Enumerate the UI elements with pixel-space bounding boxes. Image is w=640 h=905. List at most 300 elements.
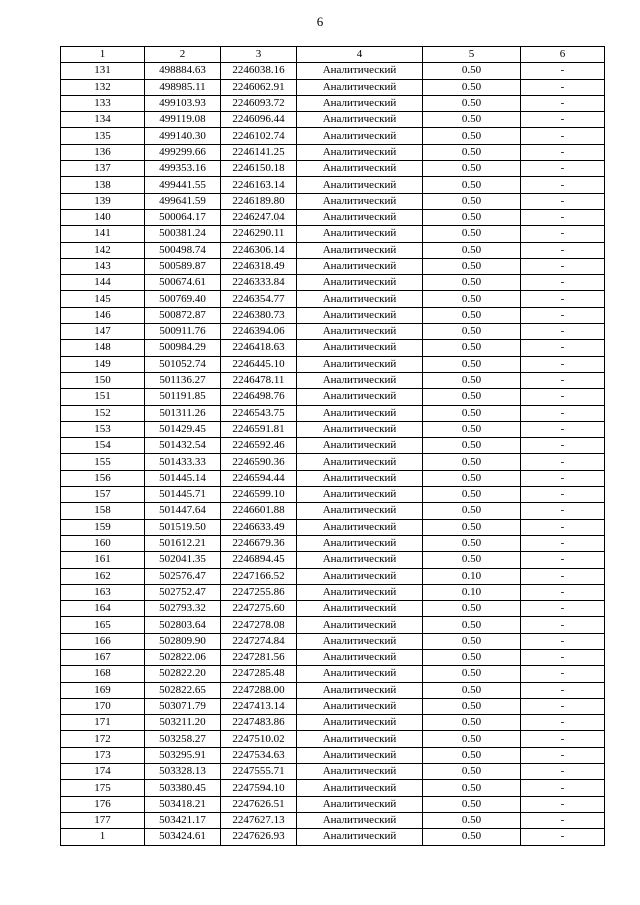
note-cell: - xyxy=(521,258,605,274)
y-coordinate-cell: 2246594.44 xyxy=(221,470,297,486)
accuracy-cell: 0.10 xyxy=(423,568,521,584)
note-cell: - xyxy=(521,796,605,812)
accuracy-cell: 0.50 xyxy=(423,633,521,649)
table-row xyxy=(61,487,605,503)
y-coordinate-cell: 2246038.16 xyxy=(221,63,297,79)
method-cell: Аналитический xyxy=(297,112,423,128)
table-row xyxy=(61,764,605,780)
method-cell: Аналитический xyxy=(297,552,423,568)
method-cell: Аналитический xyxy=(297,780,423,796)
note-cell: - xyxy=(521,812,605,828)
table-row xyxy=(61,470,605,486)
point-number-cell: 135 xyxy=(61,128,145,144)
method-cell: Аналитический xyxy=(297,307,423,323)
accuracy-cell: 0.50 xyxy=(423,63,521,79)
table-row xyxy=(61,698,605,714)
point-number-cell: 162 xyxy=(61,568,145,584)
note-cell: - xyxy=(521,193,605,209)
note-cell: - xyxy=(521,633,605,649)
x-coordinate-cell: 500589.87 xyxy=(145,258,221,274)
y-coordinate-cell: 2247278.08 xyxy=(221,617,297,633)
method-cell: Аналитический xyxy=(297,242,423,258)
note-cell: - xyxy=(521,503,605,519)
table-row xyxy=(61,340,605,356)
note-cell: - xyxy=(521,324,605,340)
point-number-cell: 157 xyxy=(61,487,145,503)
note-cell: - xyxy=(521,552,605,568)
method-cell: Аналитический xyxy=(297,177,423,193)
point-number-cell: 172 xyxy=(61,731,145,747)
x-coordinate-cell: 500769.40 xyxy=(145,291,221,307)
accuracy-cell: 0.50 xyxy=(423,780,521,796)
table-row xyxy=(61,617,605,633)
method-cell: Аналитический xyxy=(297,128,423,144)
method-cell: Аналитический xyxy=(297,275,423,291)
point-number-cell: 141 xyxy=(61,226,145,242)
table-row xyxy=(61,372,605,388)
table-row xyxy=(61,128,605,144)
accuracy-cell: 0.50 xyxy=(423,649,521,665)
point-number-cell: 156 xyxy=(61,470,145,486)
table-row xyxy=(61,649,605,665)
y-coordinate-cell: 2246394.06 xyxy=(221,324,297,340)
accuracy-cell: 0.50 xyxy=(423,128,521,144)
x-coordinate-cell: 503328.13 xyxy=(145,764,221,780)
point-number-cell: 134 xyxy=(61,112,145,128)
x-coordinate-cell: 501052.74 xyxy=(145,356,221,372)
x-coordinate-cell: 500984.29 xyxy=(145,340,221,356)
table-row xyxy=(61,812,605,828)
column-header: 2 xyxy=(145,47,221,63)
y-coordinate-cell: 2246599.10 xyxy=(221,487,297,503)
table-row xyxy=(61,356,605,372)
column-header: 5 xyxy=(423,47,521,63)
note-cell: - xyxy=(521,829,605,845)
coordinates-table xyxy=(60,46,605,846)
x-coordinate-cell: 499299.66 xyxy=(145,144,221,160)
note-cell: - xyxy=(521,666,605,682)
column-header: 4 xyxy=(297,47,423,63)
note-cell: - xyxy=(521,405,605,421)
point-number-cell: 161 xyxy=(61,552,145,568)
point-number-cell: 131 xyxy=(61,63,145,79)
x-coordinate-cell: 501445.14 xyxy=(145,470,221,486)
table-row xyxy=(61,780,605,796)
method-cell: Аналитический xyxy=(297,715,423,731)
note-cell: - xyxy=(521,780,605,796)
point-number-cell: 155 xyxy=(61,454,145,470)
y-coordinate-cell: 2246592.46 xyxy=(221,438,297,454)
note-cell: - xyxy=(521,682,605,698)
method-cell: Аналитический xyxy=(297,470,423,486)
y-coordinate-cell: 2247594.10 xyxy=(221,780,297,796)
x-coordinate-cell: 499641.59 xyxy=(145,193,221,209)
table-row xyxy=(61,568,605,584)
point-number-cell: 133 xyxy=(61,95,145,111)
accuracy-cell: 0.50 xyxy=(423,226,521,242)
table-row xyxy=(61,682,605,698)
point-number-cell: 175 xyxy=(61,780,145,796)
x-coordinate-cell: 500872.87 xyxy=(145,307,221,323)
x-coordinate-cell: 501612.21 xyxy=(145,535,221,551)
y-coordinate-cell: 2246591.81 xyxy=(221,421,297,437)
y-coordinate-cell: 2246290.11 xyxy=(221,226,297,242)
method-cell: Аналитический xyxy=(297,568,423,584)
x-coordinate-cell: 501519.50 xyxy=(145,519,221,535)
method-cell: Аналитический xyxy=(297,421,423,437)
x-coordinate-cell: 500911.76 xyxy=(145,324,221,340)
x-coordinate-cell: 502822.65 xyxy=(145,682,221,698)
table-row xyxy=(61,161,605,177)
note-cell: - xyxy=(521,568,605,584)
page-number: 6 xyxy=(316,14,324,29)
note-cell: - xyxy=(521,144,605,160)
y-coordinate-cell: 2246478.11 xyxy=(221,372,297,388)
x-coordinate-cell: 502793.32 xyxy=(145,601,221,617)
x-coordinate-cell: 503295.91 xyxy=(145,747,221,763)
y-coordinate-cell: 2246093.72 xyxy=(221,95,297,111)
x-coordinate-cell: 502803.64 xyxy=(145,617,221,633)
table-row xyxy=(61,95,605,111)
note-cell: - xyxy=(521,112,605,128)
y-coordinate-cell: 2247555.71 xyxy=(221,764,297,780)
y-coordinate-cell: 2246318.49 xyxy=(221,258,297,274)
table-row xyxy=(61,796,605,812)
y-coordinate-cell: 2246333.84 xyxy=(221,275,297,291)
x-coordinate-cell: 503211.20 xyxy=(145,715,221,731)
accuracy-cell: 0.50 xyxy=(423,503,521,519)
table-row xyxy=(61,552,605,568)
accuracy-cell: 0.50 xyxy=(423,177,521,193)
accuracy-cell: 0.50 xyxy=(423,209,521,225)
table-row xyxy=(61,601,605,617)
point-number-cell: 142 xyxy=(61,242,145,258)
y-coordinate-cell: 2246141.25 xyxy=(221,144,297,160)
x-coordinate-cell: 501429.45 xyxy=(145,421,221,437)
method-cell: Аналитический xyxy=(297,389,423,405)
accuracy-cell: 0.50 xyxy=(423,812,521,828)
method-cell: Аналитический xyxy=(297,226,423,242)
point-number-cell: 148 xyxy=(61,340,145,356)
y-coordinate-cell: 2247275.60 xyxy=(221,601,297,617)
accuracy-cell: 0.50 xyxy=(423,291,521,307)
x-coordinate-cell: 498884.63 xyxy=(145,63,221,79)
point-number-cell: 137 xyxy=(61,161,145,177)
x-coordinate-cell: 503380.45 xyxy=(145,780,221,796)
method-cell: Аналитический xyxy=(297,633,423,649)
y-coordinate-cell: 2247483.86 xyxy=(221,715,297,731)
y-coordinate-cell: 2246306.14 xyxy=(221,242,297,258)
method-cell: Аналитический xyxy=(297,601,423,617)
point-number-cell: 145 xyxy=(61,291,145,307)
method-cell: Аналитический xyxy=(297,812,423,828)
note-cell: - xyxy=(521,584,605,600)
table-body xyxy=(61,63,605,845)
accuracy-cell: 0.50 xyxy=(423,389,521,405)
y-coordinate-cell: 2246247.04 xyxy=(221,209,297,225)
table-row xyxy=(61,584,605,600)
table-row xyxy=(61,454,605,470)
y-coordinate-cell: 2247626.93 xyxy=(221,829,297,845)
column-header: 6 xyxy=(521,47,605,63)
accuracy-cell: 0.50 xyxy=(423,405,521,421)
method-cell: Аналитический xyxy=(297,95,423,111)
point-number-cell: 170 xyxy=(61,698,145,714)
accuracy-cell: 0.50 xyxy=(423,552,521,568)
accuracy-cell: 0.50 xyxy=(423,535,521,551)
table-row xyxy=(61,226,605,242)
point-number-cell: 140 xyxy=(61,209,145,225)
point-number-cell: 167 xyxy=(61,649,145,665)
table-row xyxy=(61,177,605,193)
note-cell: - xyxy=(521,95,605,111)
note-cell: - xyxy=(521,764,605,780)
method-cell: Аналитический xyxy=(297,584,423,600)
x-coordinate-cell: 501433.33 xyxy=(145,454,221,470)
y-coordinate-cell: 2247413.14 xyxy=(221,698,297,714)
table-row xyxy=(61,535,605,551)
method-cell: Аналитический xyxy=(297,731,423,747)
point-number-cell: 176 xyxy=(61,796,145,812)
table-row xyxy=(61,747,605,763)
table-row xyxy=(61,79,605,95)
method-cell: Аналитический xyxy=(297,258,423,274)
accuracy-cell: 0.50 xyxy=(423,601,521,617)
accuracy-cell: 0.50 xyxy=(423,356,521,372)
y-coordinate-cell: 2246096.44 xyxy=(221,112,297,128)
point-number-cell: 144 xyxy=(61,275,145,291)
x-coordinate-cell: 503424.61 xyxy=(145,829,221,845)
note-cell: - xyxy=(521,63,605,79)
y-coordinate-cell: 2247166.52 xyxy=(221,568,297,584)
x-coordinate-cell: 502752.47 xyxy=(145,584,221,600)
method-cell: Аналитический xyxy=(297,698,423,714)
y-coordinate-cell: 2246354.77 xyxy=(221,291,297,307)
note-cell: - xyxy=(521,601,605,617)
accuracy-cell: 0.50 xyxy=(423,95,521,111)
table-row xyxy=(61,421,605,437)
y-coordinate-cell: 2247288.00 xyxy=(221,682,297,698)
accuracy-cell: 0.50 xyxy=(423,519,521,535)
accuracy-cell: 0.50 xyxy=(423,372,521,388)
accuracy-cell: 0.50 xyxy=(423,715,521,731)
accuracy-cell: 0.50 xyxy=(423,829,521,845)
note-cell: - xyxy=(521,715,605,731)
y-coordinate-cell: 2246163.14 xyxy=(221,177,297,193)
method-cell: Аналитический xyxy=(297,144,423,160)
point-number-cell: 138 xyxy=(61,177,145,193)
y-coordinate-cell: 2246590.36 xyxy=(221,454,297,470)
x-coordinate-cell: 501191.85 xyxy=(145,389,221,405)
y-coordinate-cell: 2246189.80 xyxy=(221,193,297,209)
point-number-cell: 158 xyxy=(61,503,145,519)
method-cell: Аналитический xyxy=(297,503,423,519)
x-coordinate-cell: 503418.21 xyxy=(145,796,221,812)
table-row xyxy=(61,405,605,421)
note-cell: - xyxy=(521,389,605,405)
accuracy-cell: 0.50 xyxy=(423,731,521,747)
accuracy-cell: 0.50 xyxy=(423,796,521,812)
method-cell: Аналитический xyxy=(297,291,423,307)
accuracy-cell: 0.50 xyxy=(423,79,521,95)
method-cell: Аналитический xyxy=(297,405,423,421)
point-number-cell: 166 xyxy=(61,633,145,649)
accuracy-cell: 0.50 xyxy=(423,258,521,274)
accuracy-cell: 0.50 xyxy=(423,340,521,356)
y-coordinate-cell: 2247626.51 xyxy=(221,796,297,812)
point-number-cell: 159 xyxy=(61,519,145,535)
accuracy-cell: 0.10 xyxy=(423,584,521,600)
x-coordinate-cell: 502822.06 xyxy=(145,649,221,665)
note-cell: - xyxy=(521,698,605,714)
table-row xyxy=(61,258,605,274)
method-cell: Аналитический xyxy=(297,747,423,763)
method-cell: Аналитический xyxy=(297,79,423,95)
point-number-cell: 151 xyxy=(61,389,145,405)
table-row xyxy=(61,503,605,519)
y-coordinate-cell: 2247285.48 xyxy=(221,666,297,682)
note-cell: - xyxy=(521,356,605,372)
point-number-cell: 143 xyxy=(61,258,145,274)
accuracy-cell: 0.50 xyxy=(423,275,521,291)
table-row xyxy=(61,633,605,649)
y-coordinate-cell: 2246601.88 xyxy=(221,503,297,519)
note-cell: - xyxy=(521,487,605,503)
point-number-cell: 168 xyxy=(61,666,145,682)
x-coordinate-cell: 501432.54 xyxy=(145,438,221,454)
note-cell: - xyxy=(521,731,605,747)
accuracy-cell: 0.50 xyxy=(423,666,521,682)
point-number-cell: 171 xyxy=(61,715,145,731)
point-number-cell: 165 xyxy=(61,617,145,633)
y-coordinate-cell: 2246633.49 xyxy=(221,519,297,535)
method-cell: Аналитический xyxy=(297,829,423,845)
table-row xyxy=(61,144,605,160)
note-cell: - xyxy=(521,242,605,258)
x-coordinate-cell: 499353.16 xyxy=(145,161,221,177)
accuracy-cell: 0.50 xyxy=(423,617,521,633)
table-row xyxy=(61,389,605,405)
table-row xyxy=(61,666,605,682)
y-coordinate-cell: 2246150.18 xyxy=(221,161,297,177)
table-row xyxy=(61,715,605,731)
table-row xyxy=(61,112,605,128)
y-coordinate-cell: 2246062.91 xyxy=(221,79,297,95)
column-header: 1 xyxy=(61,47,145,63)
accuracy-cell: 0.50 xyxy=(423,193,521,209)
x-coordinate-cell: 501311.26 xyxy=(145,405,221,421)
note-cell: - xyxy=(521,209,605,225)
point-number-cell: 174 xyxy=(61,764,145,780)
y-coordinate-cell: 2246418.63 xyxy=(221,340,297,356)
x-coordinate-cell: 502576.47 xyxy=(145,568,221,584)
point-number-cell: 1 xyxy=(61,829,145,845)
method-cell: Аналитический xyxy=(297,372,423,388)
x-coordinate-cell: 503258.27 xyxy=(145,731,221,747)
point-number-cell: 163 xyxy=(61,584,145,600)
method-cell: Аналитический xyxy=(297,764,423,780)
accuracy-cell: 0.50 xyxy=(423,324,521,340)
table-row xyxy=(61,275,605,291)
method-cell: Аналитический xyxy=(297,193,423,209)
note-cell: - xyxy=(521,161,605,177)
accuracy-cell: 0.50 xyxy=(423,454,521,470)
y-coordinate-cell: 2246894.45 xyxy=(221,552,297,568)
column-header: 3 xyxy=(221,47,297,63)
x-coordinate-cell: 502041.35 xyxy=(145,552,221,568)
y-coordinate-cell: 2246543.75 xyxy=(221,405,297,421)
y-coordinate-cell: 2247627.13 xyxy=(221,812,297,828)
x-coordinate-cell: 500498.74 xyxy=(145,242,221,258)
y-coordinate-cell: 2247534.63 xyxy=(221,747,297,763)
note-cell: - xyxy=(521,421,605,437)
method-cell: Аналитический xyxy=(297,161,423,177)
note-cell: - xyxy=(521,291,605,307)
x-coordinate-cell: 499140.30 xyxy=(145,128,221,144)
note-cell: - xyxy=(521,519,605,535)
table-row xyxy=(61,209,605,225)
table-header xyxy=(61,47,605,63)
method-cell: Аналитический xyxy=(297,796,423,812)
table-row xyxy=(61,519,605,535)
method-cell: Аналитический xyxy=(297,340,423,356)
point-number-cell: 146 xyxy=(61,307,145,323)
accuracy-cell: 0.50 xyxy=(423,161,521,177)
note-cell: - xyxy=(521,617,605,633)
method-cell: Аналитический xyxy=(297,438,423,454)
point-number-cell: 139 xyxy=(61,193,145,209)
note-cell: - xyxy=(521,128,605,144)
note-cell: - xyxy=(521,747,605,763)
method-cell: Аналитический xyxy=(297,666,423,682)
note-cell: - xyxy=(521,438,605,454)
table-row xyxy=(61,324,605,340)
note-cell: - xyxy=(521,226,605,242)
method-cell: Аналитический xyxy=(297,617,423,633)
y-coordinate-cell: 2247274.84 xyxy=(221,633,297,649)
note-cell: - xyxy=(521,307,605,323)
y-coordinate-cell: 2247510.02 xyxy=(221,731,297,747)
point-number-cell: 173 xyxy=(61,747,145,763)
point-number-cell: 150 xyxy=(61,372,145,388)
table-row xyxy=(61,291,605,307)
table-row xyxy=(61,731,605,747)
x-coordinate-cell: 502809.90 xyxy=(145,633,221,649)
y-coordinate-cell: 2246102.74 xyxy=(221,128,297,144)
x-coordinate-cell: 500381.24 xyxy=(145,226,221,242)
method-cell: Аналитический xyxy=(297,324,423,340)
note-cell: - xyxy=(521,535,605,551)
accuracy-cell: 0.50 xyxy=(423,144,521,160)
y-coordinate-cell: 2246445.10 xyxy=(221,356,297,372)
accuracy-cell: 0.50 xyxy=(423,682,521,698)
x-coordinate-cell: 503071.79 xyxy=(145,698,221,714)
x-coordinate-cell: 501136.27 xyxy=(145,372,221,388)
point-number-cell: 152 xyxy=(61,405,145,421)
table-row xyxy=(61,63,605,79)
accuracy-cell: 0.50 xyxy=(423,747,521,763)
point-number-cell: 153 xyxy=(61,421,145,437)
y-coordinate-cell: 2247255.86 xyxy=(221,584,297,600)
point-number-cell: 169 xyxy=(61,682,145,698)
header-row xyxy=(61,47,605,63)
table-row xyxy=(61,242,605,258)
note-cell: - xyxy=(521,470,605,486)
method-cell: Аналитический xyxy=(297,487,423,503)
point-number-cell: 164 xyxy=(61,601,145,617)
accuracy-cell: 0.50 xyxy=(423,112,521,128)
note-cell: - xyxy=(521,275,605,291)
